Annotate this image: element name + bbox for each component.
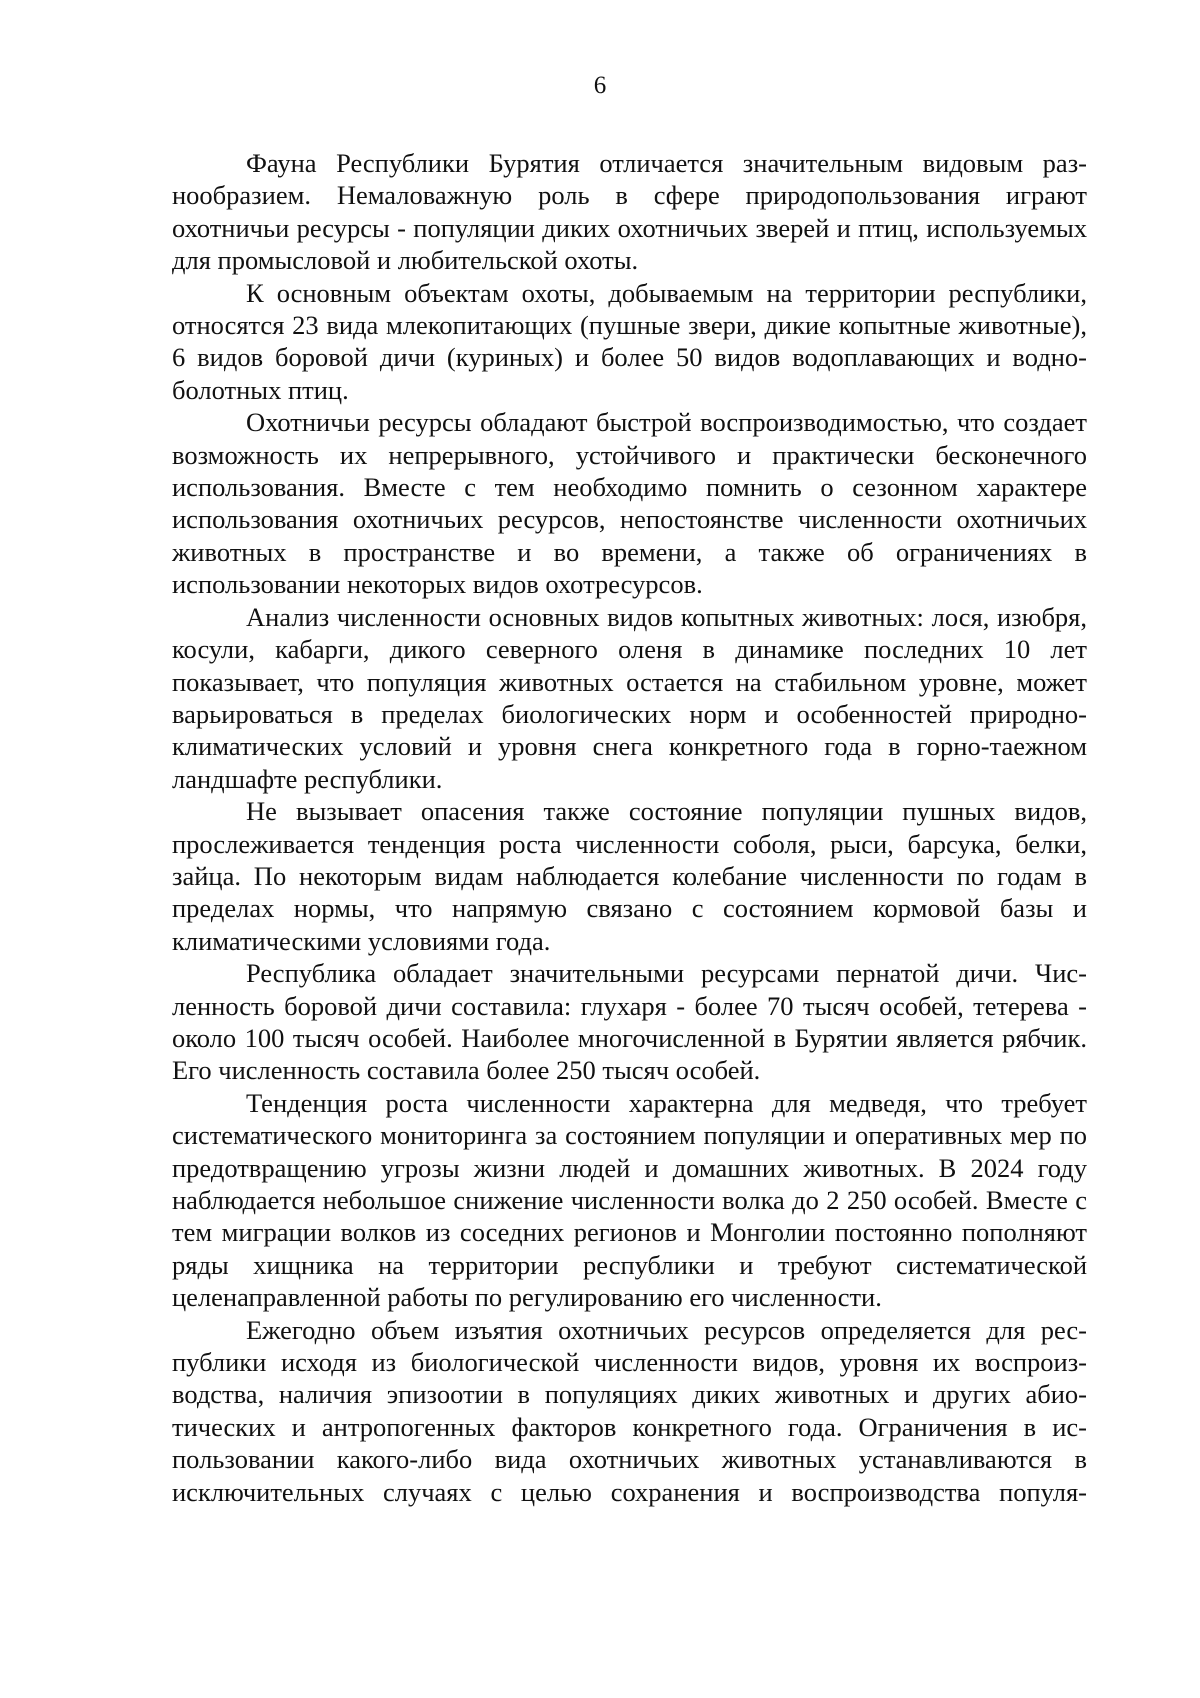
- paragraph-fauna: Фауна Республики Бурятия отличается значительным видовым разнообразием. Немаловажную роль в сфере природопользования играют охотничьи ресурсы - популяции диких охотничьих зверей и птиц, используемых для промысловой и любительской охоты.: [172, 148, 1087, 276]
- document-body: [172, 147, 1087, 1508]
- page-number: 6: [593, 72, 607, 99]
- paragraph-ungulates: Анализ численности основных видов копытных животных: лося, изюбря, косули, кабарги, дикого северного оленя в динамике последних 10 лет показывает, что популяция животных остается на стабильном уровне, может варьироваться в пределах биологических норм и особенностей природно-климатических условий и уровня снега конкретного года в горно-таежном ландшафте республики.: [172, 601, 1087, 794]
- paragraph-fur-species: Не вызывает опасения также состояние популяции пушных видов, прослеживается тенденция роста численности соболя, рыси, барсука, белки, зайца. По некоторым видам наблюдается колебание численности по годам в пределах нормы, что напрямую связано с состоянием кормовой базы и климатическими условиями года.: [172, 796, 1087, 956]
- paragraph-predators: Тенденция роста численности характерна для медведя, что требует систематического мониторинга за состоянием популяции и оперативных мер по предотвращению угрозы жизни людей и домашних животных. В 2024 году наблюдается небольшое снижение численности волка до 2 250 особей. Вместе с тем миграции волков из соседних регионов и Монголии постоянно пополняют ряды хищника на территории республики и требуют систематической целенаправленной работы по регулированию его численности.: [172, 1087, 1087, 1313]
- paragraph-reproduction: Охотничьи ресурсы обладают быстрой воспроизводимостью, что создает возможность их непрерывного, устойчивого и практически бесконечного использования. Вместе с тем необходимо помнить о сезонном характере использования охотничьих ресурсов, непостоянстве численности охотничьих животных в пространстве и во времени, а также об ограничениях в использовании некоторых видов охотресурсов.: [172, 407, 1087, 600]
- paragraph-harvest-volume: Ежегодно объем изъятия охотничьих ресурсов определяется для республики исходя из биологической численности видов, уровня их воспроизводства, наличия эпизоотии в популяциях диких животных и других абиотических и антропогенных факторов конкретного года. Ограничения в использовании какого-либо вида охотничьих животных устанавливаются в исключительных случаях с целью сохранения и воспроизводства популя-: [172, 1314, 1087, 1507]
- paragraph-feathered-game: Республика обладает значительными ресурсами пернатой дичи. Численность боровой дичи составила: глухаря - более 70 тысяч особей, тетерева - около 100 тысяч особей. Наиболее многочисленной в Бурятии является рябчик. Его численность составила более 250 тысяч особей.: [172, 958, 1087, 1086]
- paragraph-hunting-objects: К основным объектам охоты, добываемым на территории республики, относятся 23 вида млекопитающих (пушные звери, дикие копытные животные), 6 видов боровой дичи (куриных) и более 50 видов водоплавающих и водно-болотных птиц.: [172, 277, 1087, 405]
